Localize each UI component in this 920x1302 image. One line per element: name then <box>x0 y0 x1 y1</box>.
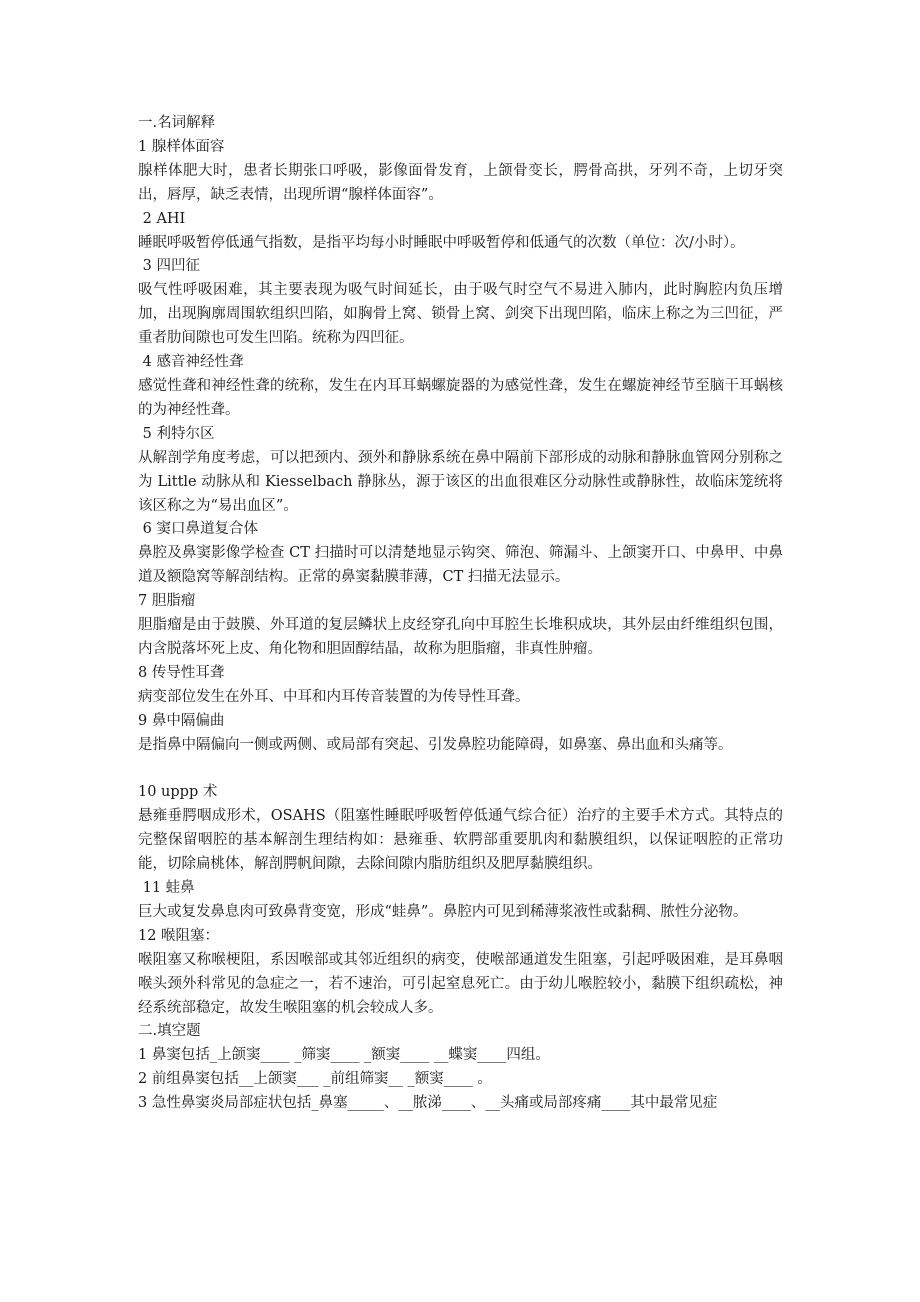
document-page <box>138 112 783 1116</box>
term-heading: 11 蛙鼻 <box>138 879 195 896</box>
term-body: 胆脂瘤是由于鼓膜、外耳道的复层鳞状上皮经穿孔向中耳腔生长堆积成块，其外层由纤维组织包围，内含脱落坏死上皮、角化物和胆固醇结晶，故称为胆脂瘤，非真性肿瘤。 <box>138 617 783 657</box>
term-body: 从解剖学角度考虑，可以把颈内、颈外和静脉系统在鼻中隔前下部形成的动脉和静脉血管网分别称之为 Little 动脉从和 Kiesselbach 静脉丛，源于该区的出血很难区分动脉性或静脉性，故临床笼统将该区称之为“易出血区”。 <box>138 449 783 514</box>
term-heading: 7 胆脂瘤 <box>138 593 196 610</box>
term-heading: 12 喉阻塞： <box>138 927 220 944</box>
term-heading: 3 四凹征 <box>138 258 200 275</box>
term-body: 睡眠呼吸暂停低通气指数，是指平均每小时睡眠中呼吸暂停和低通气的次数（单位：次/小时）。 <box>138 234 745 251</box>
term-body: 鼻腔及鼻窦影像学检查 CT 扫描时可以清楚地显示钩突、筛泡、筛漏斗、上颌窦开口、中鼻甲、中鼻道及额隐窝等解剖结构。正常的鼻窦黏膜菲薄，CT 扫描无法显示。 <box>138 545 783 586</box>
section-title-fill-in: 二.填空题 <box>138 1023 201 1040</box>
fill-question: 2 前组鼻窦包括__上颌窦___ _前组筛窦__ _额窦____ 。 <box>138 1071 492 1088</box>
term-heading: 1 腺样体面容 <box>138 138 225 155</box>
term-body: 悬雍垂腭咽成形术，OSAHS（阻塞性睡眠呼吸暂停低通气综合征）治疗的主要手术方式。其特点的完整保留咽腔的基本解剖生理结构如：悬雍垂、软腭部重要肌肉和黏膜组织，以保证咽腔的正常功能，切除扁桃体，解剖腭帆间隙，去除间隙内脂肪组织及肥厚黏膜组织。 <box>138 808 783 873</box>
term-body: 感觉性聋和神经性聋的统称，发生在内耳耳蜗螺旋器的为感觉性聋，发生在螺旋神经节至脑干耳蜗核的为神经性聋。 <box>138 377 783 418</box>
term-body: 喉阻塞又称喉梗阻，系因喉部或其邻近组织的病变，使喉部通道发生阻塞，引起呼吸困难，是耳鼻咽喉头颈外科常见的急症之一，若不速治，可引起窒息死亡。由于幼儿喉腔较小，黏膜下组织疏松，神经系统部稳定，故发生喉阻塞的机会较成人多。 <box>138 951 783 1016</box>
term-body: 腺样体肥大时，患者长期张口呼吸，影像面骨发育，上颌骨变长，腭骨高拱，牙列不奇，上切牙突出，唇厚，缺乏表情，出现所谓“腺样体面容”。 <box>138 162 783 203</box>
term-heading: 8 传导性耳聋 <box>138 664 225 681</box>
term-body: 病变部位发生在外耳、中耳和内耳传音装置的为传导性耳聋。 <box>138 688 530 705</box>
term-body: 是指鼻中隔偏向一侧或两侧、或局部有突起、引发鼻腔功能障碍，如鼻塞、鼻出血和头痛等。 <box>138 736 733 753</box>
term-heading: 4 感音神经性聋 <box>138 354 244 371</box>
section-title-definitions: 一.名词解释 <box>138 115 216 131</box>
term-heading: 10 uppp 术 <box>138 784 218 801</box>
term-body: 吸气性呼吸困难，其主要表现为吸气时间延长，由于吸气时空气不易进入肺内，此时胸腔内负压增加，出现胸廓周围软组织凹陷，如胸骨上窝、锁骨上窝、剑突下出现凹陷，临床上称之为三凹征，严重者肋间隙也可发生凹陷。统称为四凹征。 <box>138 282 783 347</box>
blank-line <box>138 757 783 781</box>
term-heading: 9 鼻中隔偏曲 <box>138 712 225 729</box>
term-heading: 2 AHI <box>138 210 186 227</box>
fill-question: 1 鼻窦包括_上颌窦____ _筛窦____ _额窦____ __蝶窦____四组。 <box>138 1047 550 1064</box>
term-heading: 5 利特尔区 <box>138 425 215 442</box>
fill-question: 3 急性鼻窦炎局部症状包括_鼻塞_____、__脓涕____、__头痛或局部疼痛____其中最常见症 <box>138 1095 718 1112</box>
term-heading: 6 窦口鼻道复合体 <box>138 521 258 538</box>
term-body: 巨大或复发鼻息肉可致鼻背变宽，形成“蛙鼻”。鼻腔内可见到稀薄浆液性或黏稠、脓性分泌物。 <box>138 903 748 920</box>
